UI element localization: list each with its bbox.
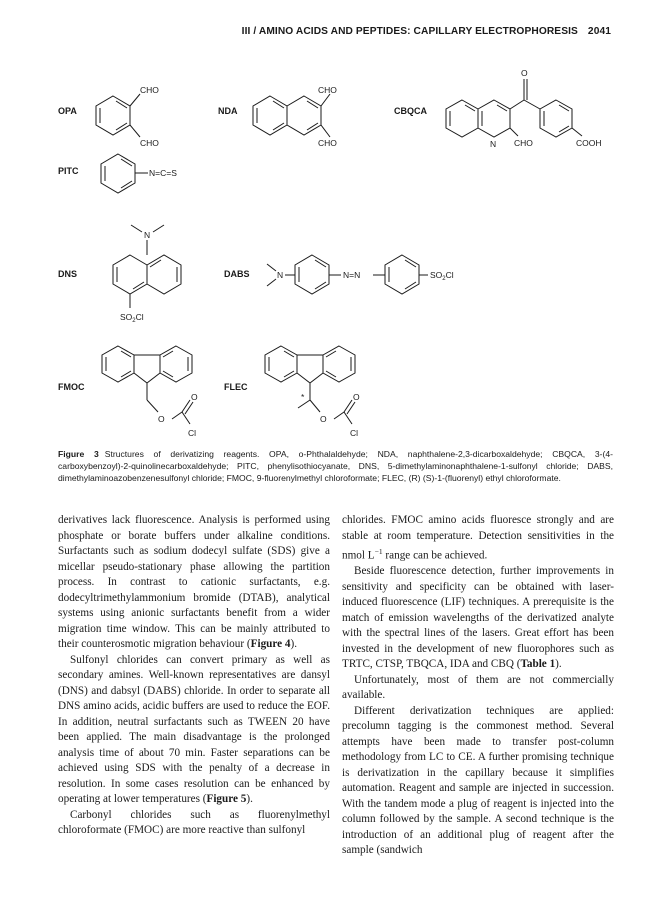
flec-structure	[265, 346, 355, 424]
opa-cho-top: CHO	[140, 85, 159, 95]
cbqca-structure	[446, 79, 582, 137]
left-paragraph-1: derivatives lack fluorescence. Analysis is performed using phosphate or borate buffers under alkaline conditions. Surfactants such as sodium dodecyl sulfate (SDS) give a micellar pseudo-stationary phase allowing the partition process. In contrast to cationic surfactants, e.g. dodecyltrimethylammonium bromide (DTAB), analytical systems using anionic surfactants benefit from a wider migration time window. This can be mainly attributed to their counterosmotic migration behaviour (Figure 4).	[58, 514, 330, 650]
nda-cho-bottom: CHO	[318, 138, 337, 148]
label-pitc: PITC	[58, 166, 79, 176]
opa-cho-bottom: CHO	[140, 138, 159, 148]
figure-3-structures	[0, 50, 668, 440]
caption-label: Figure 3	[58, 449, 99, 459]
fmoc-carbonyl-o: O	[191, 392, 198, 402]
fmoc-ester-o: O	[158, 414, 165, 424]
page-number: 2041	[587, 26, 611, 37]
dns-n: N	[144, 230, 151, 240]
flec-cl: Cl	[350, 428, 359, 438]
dns-so2cl: $SO_2Cl$	[120, 312, 144, 324]
flec-carbonyl-o: O	[353, 392, 360, 402]
right-column	[342, 513, 614, 859]
running-header	[0, 26, 611, 42]
caption-text: Structures of derivatizing reagents. OPA, o-Phthalaldehyde; NDA, naphthalene-2,3-dicarboxaldehyde; CBQCA, 3-(4-carboxybenzoyl)-2-quinolinecarboxaldehyde; PITC, phenylisothiocyanate, DNS, 5-dimethylaminonaphthalene-1-sulfonyl chloride; DABS, dimethylaminoazobenzenesulfonyl chloride; FMOC, 9-fluorenylmethyl chloroformate; FLEC, (R) (S)-1-(fluorenyl) ethyl chloroformate.	[58, 449, 613, 484]
right-paragraph-1: chlorides. FMOC amino acids fluoresce strongly and are stable at room temperature. Detection sensitivities in the nmol $L^{-1}$ range can be achieved.	[342, 514, 614, 562]
right-paragraph-3: Unfortunately, most of them are not commercially available.	[342, 673, 614, 702]
nda-structure	[253, 94, 330, 137]
dabs-so2cl: $SO_2Cl$	[430, 270, 454, 282]
label-nda: NDA	[218, 106, 238, 116]
fmoc-structure	[102, 346, 193, 424]
nda-cho-top: CHO	[318, 85, 337, 95]
left-paragraph-2: Sulfonyl chlorides can convert primary as well as secondary amines. Well-known representatives are dansyl (DNS) and dabsyl (DABS) chloride. In order to separate all DNS amino acids, acidic buffers are used to reduce the EOF. In addition, neutral surfactants such as TWEEN 20 have been applied. The main disadvantage is the prolonged analysis time of about 70 min. Faster separations can be achieved using SDS with the penalty of a decrease in resolution. In some cases resolution can be enhanced by operating at lower temperatures (Figure 5).	[58, 653, 330, 805]
label-cbqca: CBQCA	[394, 106, 427, 116]
cbqca-ring-n: N	[490, 139, 497, 149]
right-paragraph-2: Beside fluorescence detection, further improvements in sensitivity and specificity can be obtained with laser-induced fluorescence (LIF) techniques. A prerequisite is the match of emission wavelengths of the derivatized analyte with the spectral lines of the lasers. Great effort has been invested in the development of new fluorophores such as TRTC, CTSP, TBQCA, IDA and CBQ (Table 1).	[342, 565, 614, 671]
fmoc-cl: Cl	[188, 428, 197, 438]
dabs-n: N	[277, 270, 284, 280]
flec-stereo-star: *	[301, 392, 305, 402]
flec-ester-o: O	[320, 414, 327, 424]
table-1-reference[interactable]: Table 1	[520, 658, 556, 671]
pitc-nccs: N=C=S	[149, 168, 177, 178]
dabs-azo: N=N	[343, 270, 361, 280]
label-flec: FLEC	[224, 382, 248, 392]
running-title: III / AMINO ACIDS AND PEPTIDES: CAPILLARY ELECTROPHORESIS	[241, 26, 578, 37]
label-fmoc: FMOC	[58, 382, 85, 392]
figure-4-reference[interactable]: Figure 4	[250, 638, 291, 650]
opa-structure	[96, 94, 140, 137]
figure-caption	[58, 448, 613, 485]
cbqca-cooh: COOH	[576, 138, 602, 148]
cbqca-cho: CHO	[514, 138, 533, 148]
right-paragraph-4: Different derivatization techniques are applied: precolumn tagging is the commonest method. Several attempts have been made to transfer post-column methodology from LC to CE. A further promising technique is derivatization in the capillary because it simplifies automation. Reagent and sample are injected in succession. With the tandem mode a plug of reagent is injected into the column followed by the sample. A second technique is the introduction of an additional plug of reagent after the sample (sandwich	[342, 704, 614, 857]
pitc-structure	[101, 154, 148, 193]
figure-5-reference[interactable]: Figure 5	[206, 793, 247, 805]
cbqca-ketone-o: O	[521, 68, 528, 78]
left-column	[58, 513, 330, 839]
label-dabs: DABS	[224, 269, 250, 279]
left-paragraph-3: Carbonyl chlorides such as fluorenylmethyl chloroformate (FMOC) are more reactive than sulfonyl	[58, 808, 330, 836]
structures-drawing	[0, 50, 668, 440]
label-dns: DNS	[58, 269, 78, 279]
label-opa: OPA	[58, 106, 77, 116]
